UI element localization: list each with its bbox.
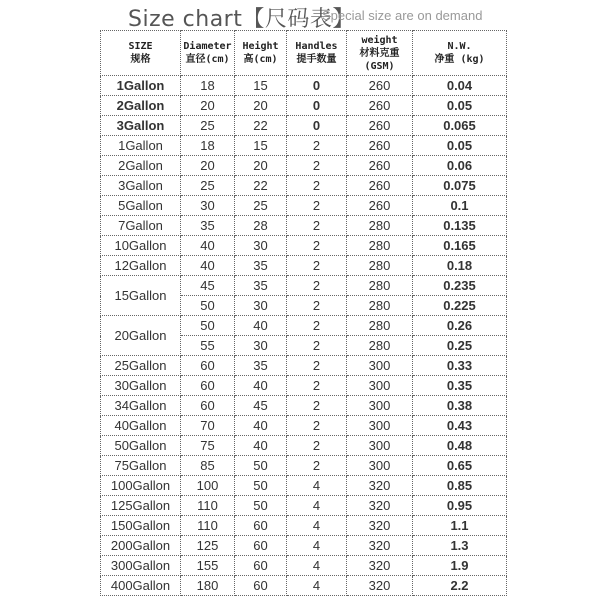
cell-height: 60 [235,516,287,536]
cell-size: 15Gallon [101,276,181,316]
cell-gsm: 280 [347,296,413,316]
cell-height: 50 [235,496,287,516]
title-bar [0,0,600,32]
cell-gsm: 320 [347,536,413,556]
cell-size: 2Gallon [101,156,181,176]
page-subtitle: Special size are on demand [322,8,483,23]
table-row [101,96,507,116]
cell-gsm: 260 [347,176,413,196]
cell-diameter: 60 [181,356,235,376]
table-row [101,256,507,276]
cell-handles: 2 [287,156,347,176]
cell-handles: 2 [287,436,347,456]
cell-handles: 2 [287,396,347,416]
cell-size: 20Gallon [101,316,181,356]
cell-size: 100Gallon [101,476,181,496]
cell-gsm: 260 [347,156,413,176]
cell-diameter: 85 [181,456,235,476]
cell-handles: 2 [287,336,347,356]
table-row [101,476,507,496]
cell-handles: 4 [287,496,347,516]
cell-height: 40 [235,416,287,436]
table-row [101,216,507,236]
cell-handles: 0 [287,96,347,116]
cell-gsm: 300 [347,436,413,456]
cell-diameter: 40 [181,236,235,256]
cell-gsm: 280 [347,276,413,296]
cell-height: 35 [235,276,287,296]
cell-height: 35 [235,356,287,376]
cell-nw: 0.65 [413,456,507,476]
cell-gsm: 300 [347,456,413,476]
cell-diameter: 55 [181,336,235,356]
cell-diameter: 50 [181,316,235,336]
cell-height: 50 [235,476,287,496]
cell-nw: 0.065 [413,116,507,136]
table-row [101,376,507,396]
cell-height: 40 [235,436,287,456]
cell-gsm: 300 [347,396,413,416]
cell-handles: 2 [287,236,347,256]
cell-height: 28 [235,216,287,236]
cell-handles: 4 [287,556,347,576]
cell-gsm: 260 [347,76,413,96]
cell-size: 150Gallon [101,516,181,536]
cell-nw: 0.38 [413,396,507,416]
cell-gsm: 260 [347,136,413,156]
cell-diameter: 50 [181,296,235,316]
cell-handles: 2 [287,376,347,396]
cell-height: 40 [235,376,287,396]
cell-height: 60 [235,556,287,576]
table-row [101,556,507,576]
cell-nw: 0.25 [413,336,507,356]
cell-handles: 2 [287,256,347,276]
cell-height: 60 [235,576,287,596]
cell-handles: 4 [287,576,347,596]
cell-size: 5Gallon [101,196,181,216]
cell-handles: 2 [287,356,347,376]
cell-diameter: 110 [181,516,235,536]
cell-size: 1Gallon [101,136,181,156]
cell-size: 2Gallon [101,96,181,116]
cell-gsm: 280 [347,256,413,276]
cell-handles: 2 [287,176,347,196]
col-header-weight: weight 材料克重 (GSM) [347,31,413,76]
table-row [101,456,507,476]
cell-nw: 0.26 [413,316,507,336]
table-row [101,76,507,96]
cell-diameter: 155 [181,556,235,576]
table-row [101,236,507,256]
cell-height: 45 [235,396,287,416]
cell-diameter: 100 [181,476,235,496]
cell-size: 1Gallon [101,76,181,96]
cell-gsm: 300 [347,376,413,396]
table-row [101,576,507,596]
cell-handles: 4 [287,516,347,536]
cell-height: 22 [235,116,287,136]
cell-nw: 0.06 [413,156,507,176]
cell-nw: 0.135 [413,216,507,236]
cell-gsm: 260 [347,196,413,216]
cell-diameter: 18 [181,136,235,156]
cell-nw: 0.43 [413,416,507,436]
table-row [101,196,507,216]
table-row [101,316,507,336]
cell-height: 35 [235,256,287,276]
table-row [101,436,507,456]
cell-height: 30 [235,336,287,356]
cell-gsm: 320 [347,556,413,576]
cell-gsm: 280 [347,336,413,356]
cell-handles: 2 [287,456,347,476]
cell-height: 30 [235,296,287,316]
table-row [101,156,507,176]
cell-diameter: 70 [181,416,235,436]
cell-height: 25 [235,196,287,216]
cell-handles: 2 [287,296,347,316]
cell-gsm: 260 [347,116,413,136]
cell-gsm: 320 [347,576,413,596]
cell-size: 75Gallon [101,456,181,476]
cell-diameter: 45 [181,276,235,296]
cell-handles: 2 [287,316,347,336]
cell-height: 15 [235,136,287,156]
cell-handles: 4 [287,536,347,556]
cell-gsm: 260 [347,96,413,116]
cell-nw: 0.225 [413,296,507,316]
table-row [101,176,507,196]
cell-handles: 2 [287,216,347,236]
cell-nw: 0.05 [413,136,507,156]
cell-size: 300Gallon [101,556,181,576]
cell-size: 3Gallon [101,176,181,196]
cell-gsm: 280 [347,216,413,236]
cell-size: 125Gallon [101,496,181,516]
cell-diameter: 20 [181,96,235,116]
cell-nw: 2.2 [413,576,507,596]
cell-nw: 1.9 [413,556,507,576]
cell-diameter: 125 [181,536,235,556]
cell-size: 400Gallon [101,576,181,596]
cell-gsm: 300 [347,356,413,376]
cell-diameter: 25 [181,176,235,196]
cell-nw: 0.33 [413,356,507,376]
cell-nw: 0.18 [413,256,507,276]
cell-nw: 0.95 [413,496,507,516]
cell-size: 3Gallon [101,116,181,136]
cell-nw: 0.04 [413,76,507,96]
cell-size: 200Gallon [101,536,181,556]
cell-nw: 0.05 [413,96,507,116]
cell-gsm: 300 [347,416,413,436]
col-header-diameter: Diameter 直径(cm) [181,31,235,76]
cell-size: 7Gallon [101,216,181,236]
cell-size: 30Gallon [101,376,181,396]
cell-nw: 0.35 [413,376,507,396]
cell-nw: 1.3 [413,536,507,556]
table-row [101,356,507,376]
cell-height: 20 [235,96,287,116]
cell-nw: 0.165 [413,236,507,256]
table-row [101,136,507,156]
cell-diameter: 60 [181,396,235,416]
cell-height: 30 [235,236,287,256]
table-row [101,416,507,436]
cell-height: 60 [235,536,287,556]
cell-size: 40Gallon [101,416,181,436]
cell-nw: 0.48 [413,436,507,456]
col-header-size: SIZE 规格 [101,31,181,76]
cell-diameter: 30 [181,196,235,216]
cell-diameter: 75 [181,436,235,456]
cell-size: 34Gallon [101,396,181,416]
cell-nw: 0.235 [413,276,507,296]
cell-nw: 0.1 [413,196,507,216]
cell-height: 40 [235,316,287,336]
cell-size: 10Gallon [101,236,181,256]
cell-diameter: 18 [181,76,235,96]
cell-diameter: 40 [181,256,235,276]
cell-handles: 0 [287,116,347,136]
cell-height: 22 [235,176,287,196]
cell-size: 25Gallon [101,356,181,376]
cell-diameter: 60 [181,376,235,396]
cell-gsm: 320 [347,476,413,496]
cell-diameter: 110 [181,496,235,516]
cell-height: 20 [235,156,287,176]
cell-handles: 2 [287,136,347,156]
cell-nw: 0.075 [413,176,507,196]
cell-diameter: 180 [181,576,235,596]
table-body [101,76,507,596]
cell-gsm: 320 [347,516,413,536]
table-row [101,516,507,536]
header-row [101,31,507,76]
table-row [101,276,507,296]
cell-diameter: 35 [181,216,235,236]
cell-nw: 0.85 [413,476,507,496]
col-header-net-weight: N.W. 净重 (kg) [413,31,507,76]
cell-gsm: 280 [347,316,413,336]
size-table [100,30,507,596]
cell-handles: 0 [287,76,347,96]
cell-gsm: 280 [347,236,413,256]
page-title: Size chart【尺码表】 [128,7,355,32]
cell-size: 50Gallon [101,436,181,456]
cell-handles: 2 [287,276,347,296]
col-header-height: Height 高(cm) [235,31,287,76]
cell-height: 15 [235,76,287,96]
cell-nw: 1.1 [413,516,507,536]
cell-height: 50 [235,456,287,476]
cell-size: 12Gallon [101,256,181,276]
cell-diameter: 25 [181,116,235,136]
cell-diameter: 20 [181,156,235,176]
cell-handles: 2 [287,416,347,436]
col-header-handles: Handles 提手数量 [287,31,347,76]
cell-handles: 2 [287,196,347,216]
table-row [101,116,507,136]
table-row [101,396,507,416]
table-row [101,496,507,516]
cell-gsm: 320 [347,496,413,516]
table-row [101,536,507,556]
cell-handles: 4 [287,476,347,496]
